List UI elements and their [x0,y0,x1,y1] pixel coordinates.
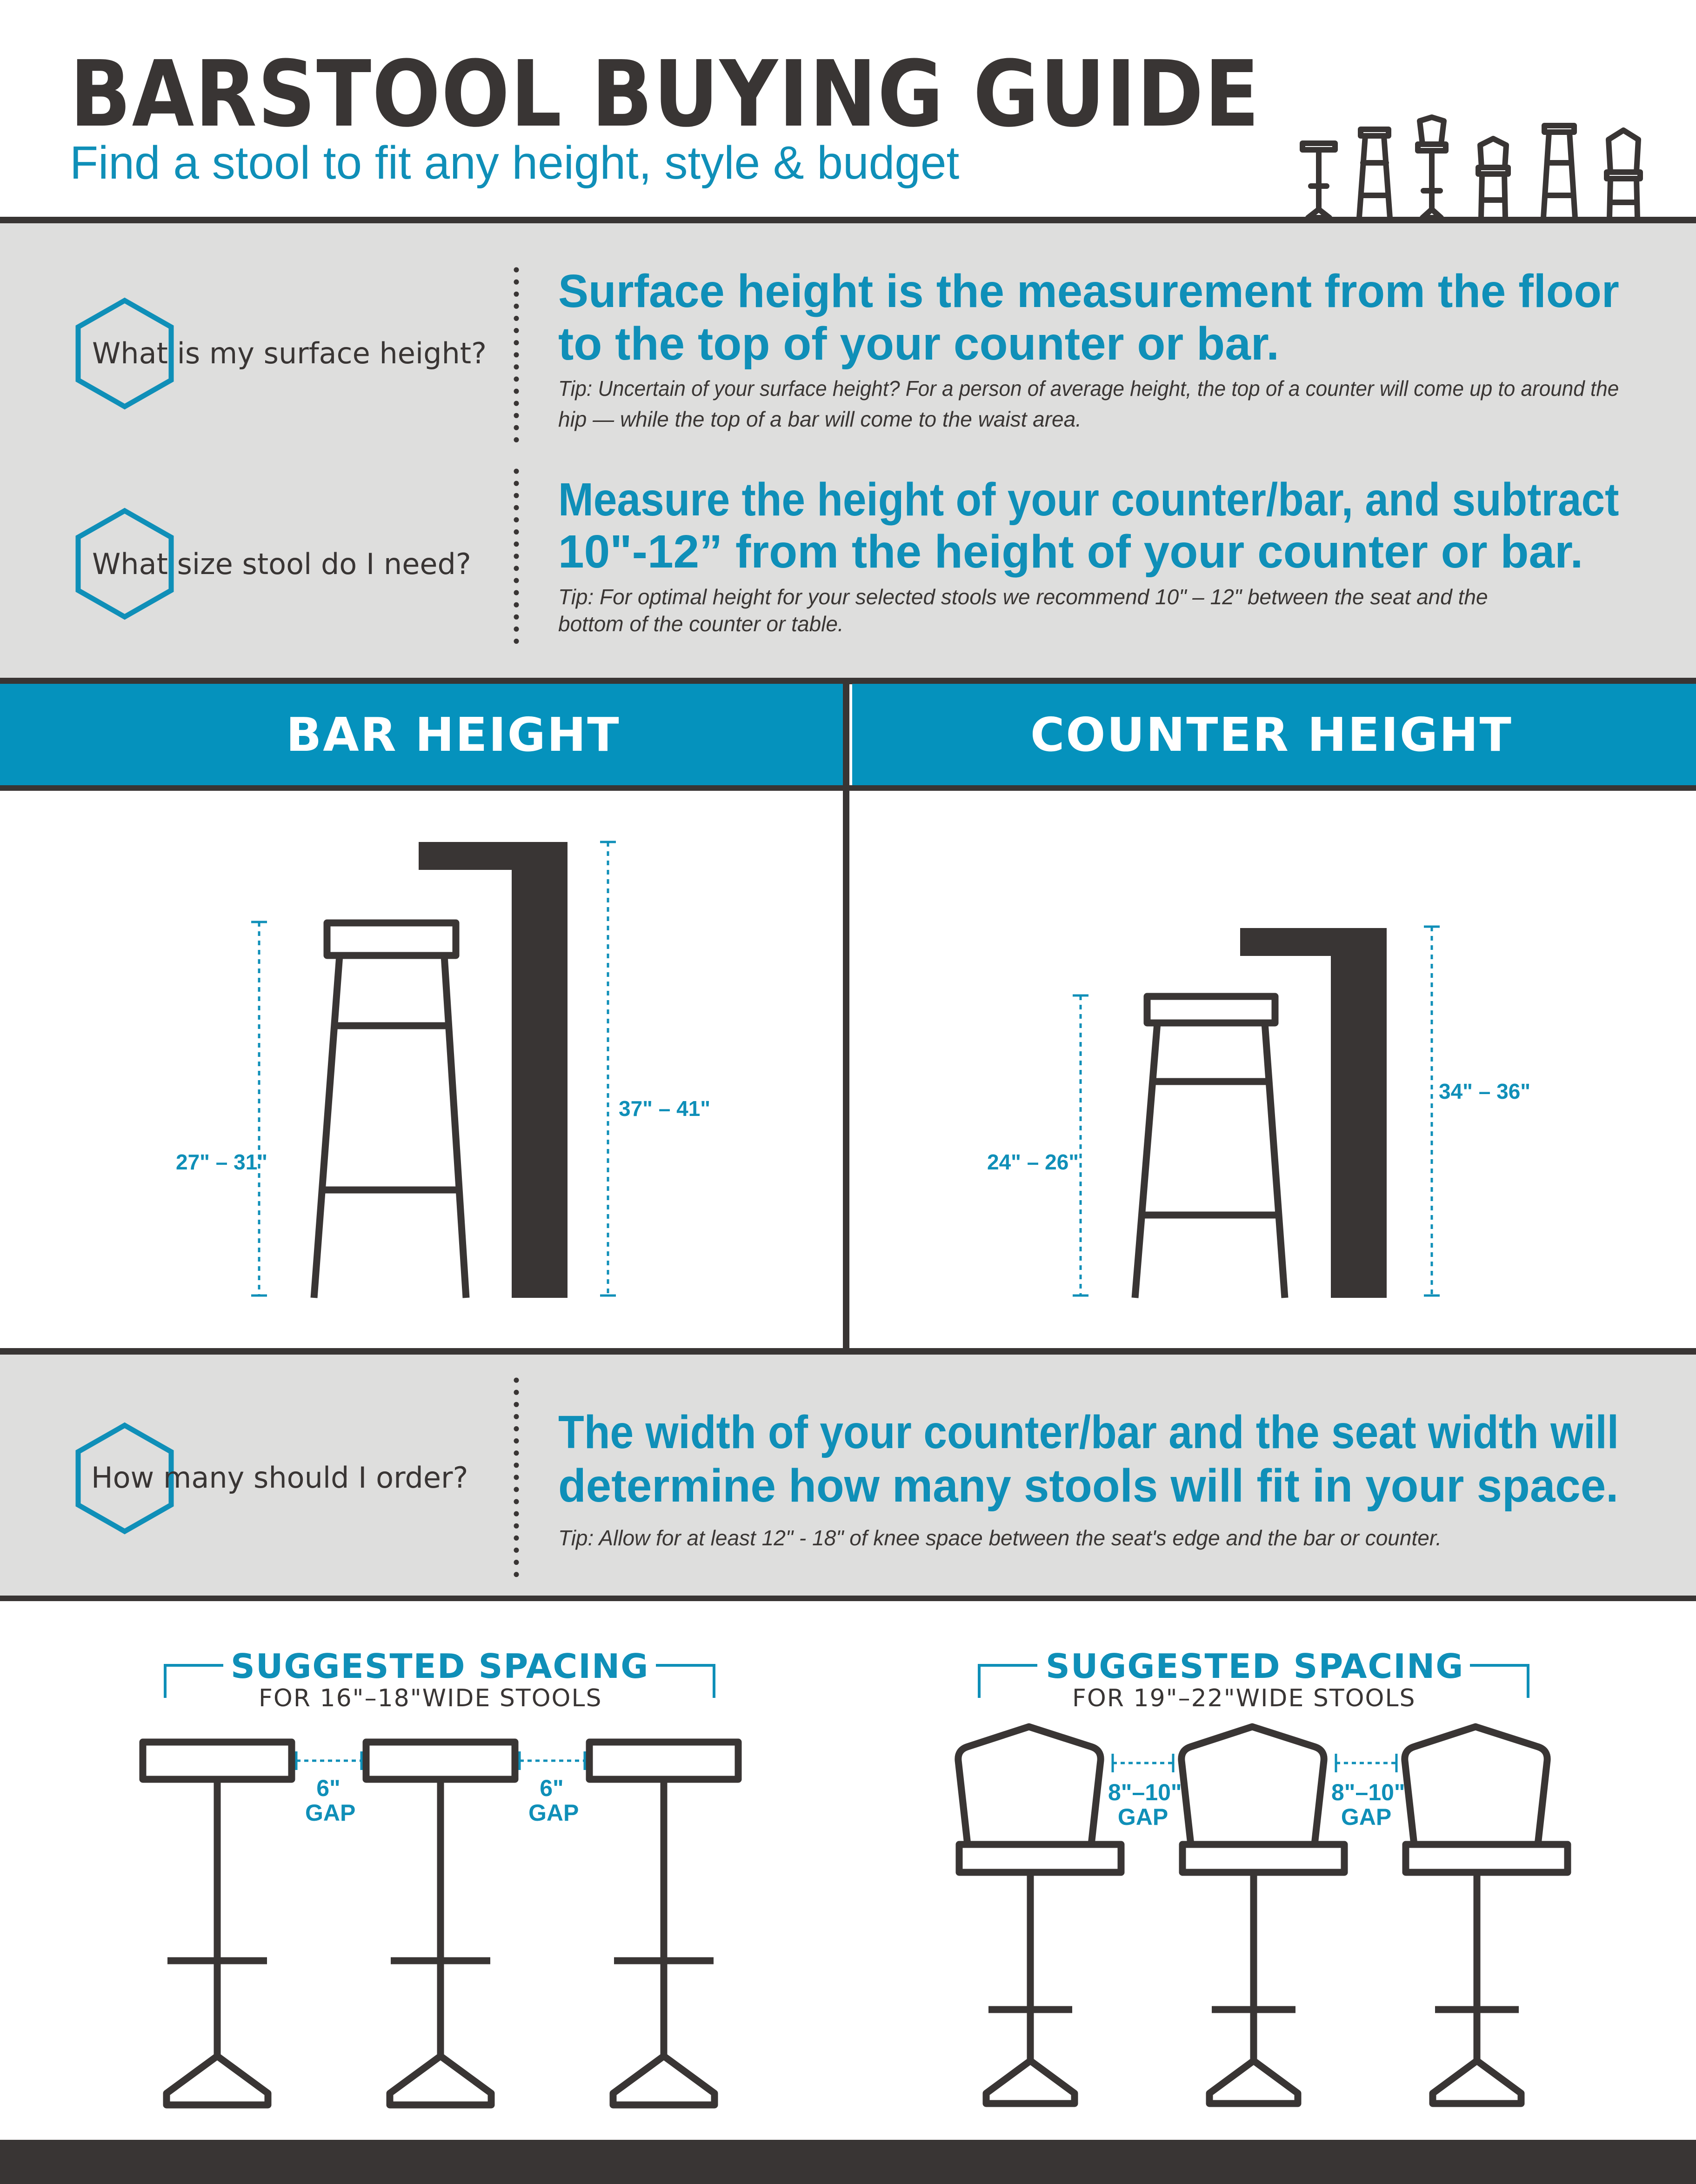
spacing-title: SUGGESTED SPACING [231,1647,649,1686]
center-divider [843,684,849,1354]
bar-surface-height-label: 37" – 41" [619,1096,711,1121]
backless-stool [143,1742,292,2105]
counter-stool-height-label: 24" – 26" [987,1150,1079,1174]
gap-value: 8"–10" [1331,1779,1405,1805]
gap-label [528,1775,579,1826]
stool-icon-swivel-back [1418,117,1446,218]
section-divider [0,678,1696,684]
counter-surface-height-label: 34" – 36" [1439,1079,1531,1103]
faq-answer-line-1: The width of your counter/bar and the seat width will [558,1406,1619,1458]
faq-tip-line-2: bottom of the counter or table. [558,612,844,636]
counter-stool-shape [1135,996,1285,1298]
faq-answer-line-2: determine how many stools will fit in your space. [558,1460,1619,1512]
dotted-divider [512,1378,521,1578]
stool-icon-square [1359,129,1390,218]
faq-tip-line-2: hip — while the top of a bar will come to the waist area. [558,407,1082,431]
faq-question-stool-size: What size stool do I need? [92,547,471,581]
swivel-back-stool [958,1727,1121,2104]
faq-answer-line-1: Measure the height of your counter/bar, and subtract [558,474,1619,526]
section-divider [0,1348,1696,1355]
gap-word: GAP [1341,1803,1392,1830]
faq-question-how-many: How many should I order? [91,1461,468,1495]
page-title: BARSTOOL BUYING GUIDE [70,41,1260,147]
counter-height-heading: COUNTER HEIGHT [1030,708,1513,762]
faq-answer-line-2: 10"-12” from the height of your counter or bar. [558,526,1583,578]
gap-word: GAP [1117,1803,1169,1830]
bar-stool-height-label: 27" – 31" [176,1150,268,1174]
gap-label [1108,1779,1182,1830]
spacing-subtitle: FOR 19"–22"WIDE STOOLS [1072,1684,1416,1712]
faq-answer-line-1: Surface height is the measurement from the floor [558,265,1619,317]
gap-label [305,1775,356,1826]
gap-word: GAP [528,1799,579,1826]
spacing-subtitle: FOR 16"–18"WIDE STOOLS [259,1684,602,1712]
backless-stool [589,1742,738,2105]
swivel-back-stool [1182,1727,1344,2104]
stool-icon-tall [1543,126,1575,218]
backless-stool [366,1742,515,2105]
page-subtitle: Find a stool to fit any height, style & budget [70,137,960,189]
stool-icons-row [1298,116,1684,221]
gap-word: GAP [305,1799,356,1826]
swivel-back-stool [1405,1727,1568,2104]
dotted-divider [512,469,521,646]
stool-icon-chair-back [1478,139,1508,218]
gap-value: 8"–10" [1108,1779,1182,1805]
counter-height-diagram [849,791,1696,1354]
section-divider [0,1596,1696,1601]
footer-bar [0,2140,1696,2184]
counter-shape [1240,928,1387,1298]
gap-label [1331,1779,1405,1830]
faq-tip-line-1: Tip: For optimal height for your selected stools we recommend 10" – 12" between the seat and the [558,585,1488,609]
faq-tip-line-1: Tip: Allow for at least 12" - 18" of knee space between the seat's edge and the bar or counter. [558,1526,1442,1550]
stool-icon-chair-back-2 [1607,130,1640,218]
faq-answer-line-2: to the top of your counter or bar. [558,318,1279,370]
backless-stools-row [130,1730,754,2112]
header-divider [0,217,1696,223]
dotted-divider [512,267,521,444]
gap-value: 6" [540,1775,564,1801]
stool-icon-backless [1302,143,1335,218]
back-stools-row [944,1721,1577,2112]
bar-stool-shape [314,923,466,1298]
gap-value: 6" [316,1775,341,1801]
bar-counter-shape [419,842,568,1298]
bar-height-diagram [0,791,843,1354]
spacing-title: SUGGESTED SPACING [1046,1647,1464,1686]
faq-question-surface-height: What is my surface height? [92,336,487,370]
faq-tip-line-1: Tip: Uncertain of your surface height? For a person of average height, the top of a counter will come up to around the [558,376,1619,401]
bar-height-heading: BAR HEIGHT [286,708,621,762]
